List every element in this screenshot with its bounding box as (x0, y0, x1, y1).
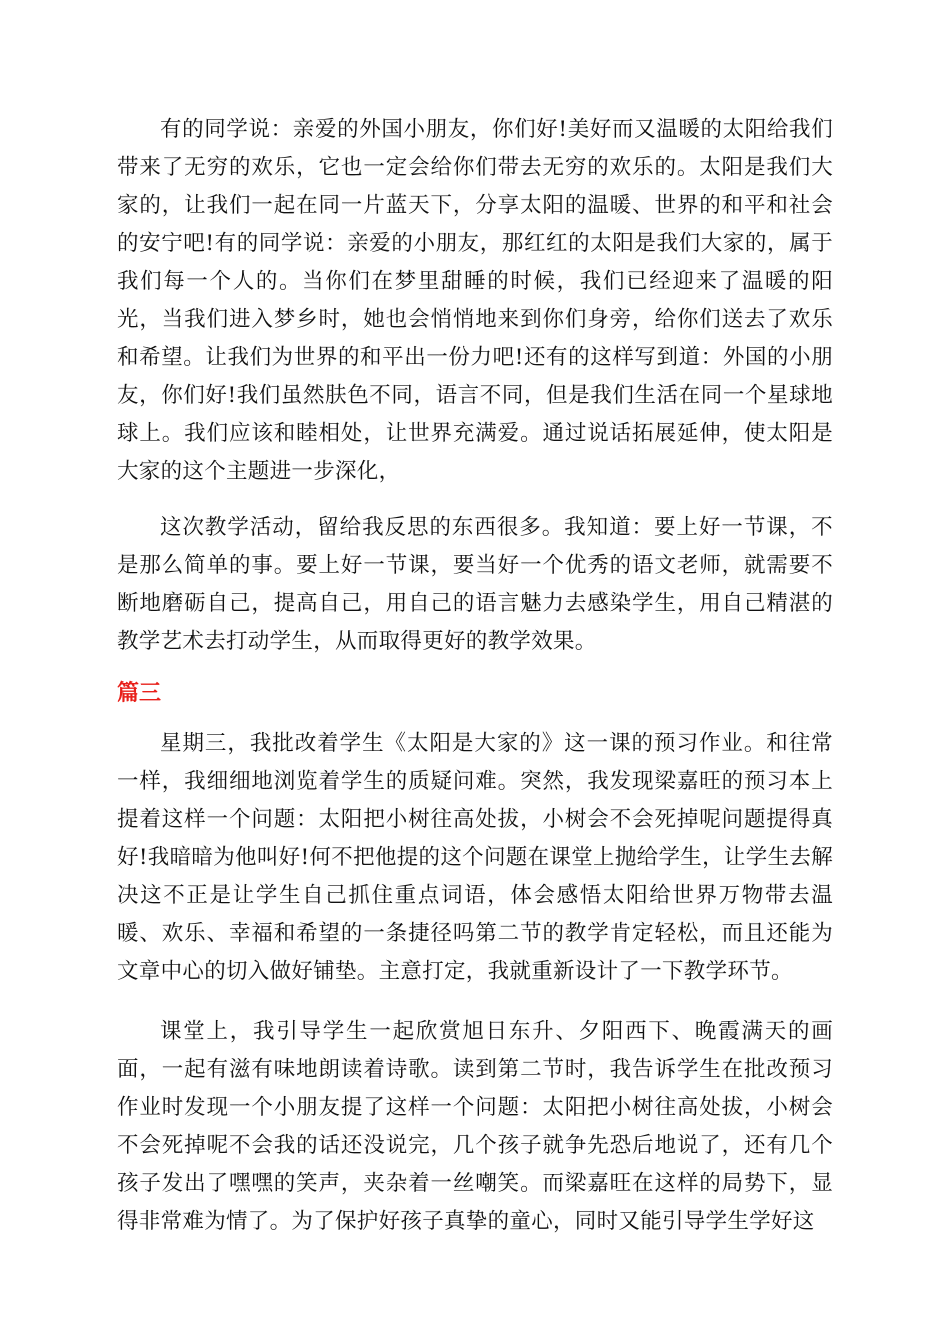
body-paragraph: 有的同学说：亲爱的外国小朋友，你们好!美好而又温暖的太阳给我们带来了无穷的欢乐，它也一定会给你们带去无穷的欢乐的。太阳是我们大家的，让我们一起在同一片蓝天下，分享太阳的温暖、世界的和平和社会的安宁吧!有的同学说：亲爱的小朋友，那红红的太阳是我们大家的，属于我们每一个人的。当你们在梦里甜睡的时候，我们已经迎来了温暖的阳光，当我们进入梦乡时，她也会悄悄地来到你们身旁，给你们送去了欢乐和希望。让我们为世界的和平出一份力吧!还有的这样写到道：外国的小朋友，你们好!我们虽然肤色不同，语言不同，但是我们生活在同一个星球地球上。我们应该和睦相处，让世界充满爱。通过说话拓展延伸，使太阳是大家的这个主题进一步深化， (117, 117, 833, 484)
body-paragraph: 星期三，我批改着学生《太阳是大家的》这一课的预习作业。和往常一样，我细细地浏览着学生的质疑问难。突然，我发现梁嘉旺的预习本上提着这样一个问题：太阳把小树往高处拔，小树会不会死掉呢问题提得真好!我暗暗为他叫好!何不把他提的这个问题在课堂上抛给学生，让学生去解决这不正是让学生自己抓住重点词语，体会感悟太阳给世界万物带去温暖、欢乐、幸福和希望的一条捷径吗第二节的教学肯定轻松，而且还能为文章中心的切入做好铺垫。主意打定，我就重新设计了一下教学环节。 (117, 731, 833, 984)
section-heading: 篇三 (117, 681, 162, 706)
body-paragraph: 这次教学活动，留给我反思的东西很多。我知道：要上好一节课，不是那么简单的事。要上好一节课，要当好一个优秀的语文老师，就需要不断地磨砺自己，提高自己，用自己的语言魅力去感染学生，用自己精湛的教学艺术去打动学生，从而取得更好的教学效果。 (117, 515, 833, 654)
body-paragraph: 课堂上，我引导学生一起欣赏旭日东升、夕阳西下、晚霞满天的画面，一起有滋有味地朗读着诗歌。读到第二节时，我告诉学生在批改预习作业时发现一个小朋友提了这样一个问题：太阳把小树往高处拔，小树会不会死掉呢不会我的话还没说完，几个孩子就争先恐后地说了，还有几个孩子发出了嘿嘿的笑声，夹杂着一丝嘲笑。而梁嘉旺在这样的局势下，显得非常难为情了。为了保护好孩子真挚的童心，同时又能引导学生学好这 (117, 1019, 833, 1234)
